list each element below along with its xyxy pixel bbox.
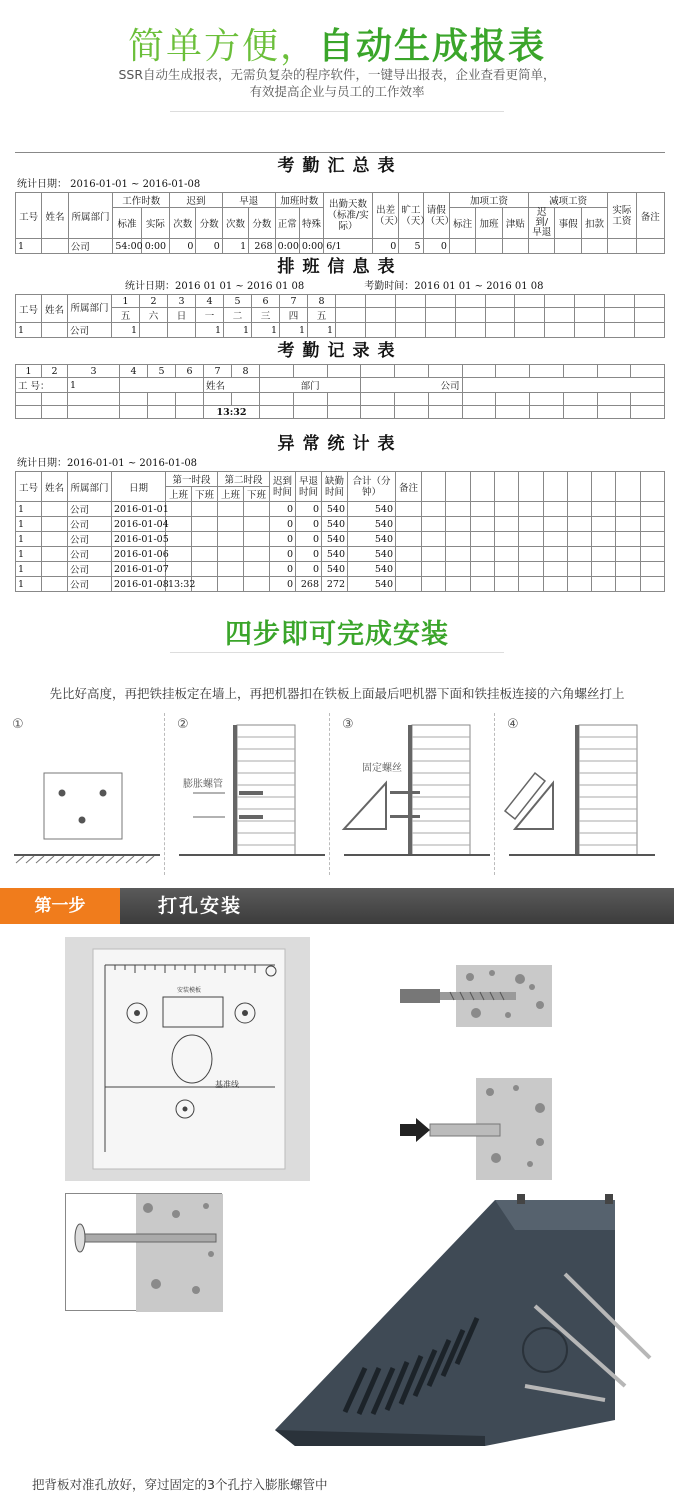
hdr-ot-wage: 加项工资: [449, 193, 528, 208]
panel-number: ①: [12, 717, 24, 732]
hdr-fine: 扣款: [581, 208, 607, 239]
step-tag: 第一步: [0, 888, 120, 924]
hdr-business: 出差（天）: [372, 193, 398, 239]
hero-desc-line2: 有效提高企业与员工的工作效率: [249, 84, 425, 99]
hero-desc-line1: SSR自动生成报表，无需负复杂的程序软件，一键导出报表，企业查看更简单，: [118, 67, 556, 82]
step1-caption: 把背板对准孔放好，穿过固定的3个孔拧入膨胀螺管中: [32, 1477, 328, 1492]
hdr-ot-pay: 加班: [476, 208, 502, 239]
hdr-name: 姓名: [42, 193, 68, 239]
hdr-special: 特殊: [299, 208, 323, 239]
panel-number: ③: [342, 717, 354, 732]
exception-rows: [16, 502, 665, 592]
table-row: 1 公司 2016-01-05 0 0 540 540: [16, 532, 665, 547]
hdr-late-early: 迟到/早退: [529, 208, 555, 239]
record-title: 考勤记录表: [277, 341, 403, 361]
summary-table: [15, 192, 665, 254]
hdr-early-minutes: 分数: [249, 208, 275, 239]
table-row: 1 公司 2016-01-01 0 0 540 540: [16, 502, 665, 517]
record-table: 1 2 3 4 5 6 7 8 工 号： 1 姓名 部门 公司 13:32: [15, 364, 665, 419]
screw-photo: [65, 1193, 222, 1311]
schedule-table: 工号 姓名 所属部门 1 2 3 4 5 6 7 8 五 六 日 一 二 三 四 五 1 公司 1 1 1 1 1 1: [15, 294, 665, 338]
hdr-deduct: 减项工资: [529, 193, 608, 208]
hdr-attend-days: 出勤天数（标准/实际）: [324, 193, 373, 239]
schedule-date-range: 统计日期：2016 01 01 ~ 2016 01 08: [125, 281, 305, 292]
hero-title-light: 简单方便，: [127, 26, 318, 67]
bracket-photo: [255, 1190, 675, 1470]
attendance-report-sheet: [15, 152, 665, 592]
hdr-work-hours: 工作时数: [113, 193, 170, 208]
exception-table: 工号 姓名 所属部门 日期 第一时段 第二时段 迟到时间 早退时间 缺勤时间 合计（分钟） 备注 上班 下班 上班 下班 1 公司 2016-01-01 0 0 540 540 1 公司 2016-01-04 0 0 540 540 1 公司 2016-01-05 0 0 540 540 1 公司 2016-01-06 0 0 540 540 1 公司 2016-01-07 0 0 540 540 1 公司 2016-01-08 13:32 0 268 272 540: [15, 471, 665, 592]
hdr-actual: 实际: [141, 208, 169, 239]
hdr-ot-std: 标注: [449, 208, 475, 239]
panel-number: ④: [507, 717, 519, 732]
hdr-real-wage: 实际工资: [608, 193, 636, 239]
hdr-allowance: 津贴: [502, 208, 528, 239]
template-paper: [65, 937, 310, 1181]
panel-number: ②: [177, 717, 189, 732]
plate-diagram: [0, 713, 165, 875]
schedule-exam-time: 考勤时间：2016 01 01 ~ 2016 01 08: [364, 281, 544, 292]
hdr-late: 迟到: [170, 193, 223, 208]
table-row: 1 公司 1 1 1 1 1 1: [16, 323, 665, 338]
sch-hdr-id: 工号: [16, 295, 42, 323]
divider: [170, 111, 504, 112]
summary-date-range: 统计日期： 2016-01-01 ~ 2016-01-08: [17, 179, 201, 190]
install-panel-4: [495, 713, 660, 875]
hero-description: [0, 66, 674, 100]
hdr-id: 工号: [16, 193, 42, 239]
hdr-personal: 事假: [555, 208, 581, 239]
hdr-std: 标准: [113, 208, 141, 239]
hdr-normal: 正常: [275, 208, 299, 239]
hdr-late-minutes: 分数: [196, 208, 222, 239]
table-row: 1 公司 54:00 0:00 0 0 1 268 0:00 0:00 6/1 0 5 0: [16, 239, 665, 254]
schedule-title: 排班信息表: [277, 257, 403, 277]
drill-diagram: [400, 965, 552, 1027]
panel-label: 固定螺丝: [362, 763, 402, 774]
hdr-early: 早退: [222, 193, 275, 208]
install-panel-1: [0, 713, 165, 875]
sch-hdr-dept: 所属部门: [68, 295, 112, 323]
panel-label: 膨胀螺管: [183, 779, 223, 790]
anchor-photo: [400, 1078, 552, 1180]
schedule-meta: [15, 280, 665, 294]
step-name: 打孔安装: [158, 895, 243, 917]
install-panel-2: [165, 713, 330, 875]
hdr-late-times: 次数: [170, 208, 196, 239]
exception-title: 异常统计表: [277, 434, 403, 454]
screw-diagram: [66, 1194, 223, 1312]
record-id-value: 1: [68, 378, 120, 393]
step-bar: [0, 888, 674, 924]
table-row: 1 公司 2016-01-04 0 0 540 540: [16, 517, 665, 532]
record-id-label: 工 号：: [16, 378, 68, 393]
wall-anchor-diagram: [165, 713, 330, 875]
record-name-label: 姓名: [204, 378, 260, 393]
install-title: 四步即可完成安装: [225, 619, 449, 650]
record-time: 13:32: [204, 406, 260, 419]
template-photo: [65, 937, 310, 1181]
template-title: 安装模板: [177, 987, 202, 994]
hdr-overtime: 加班时数: [275, 193, 324, 208]
record-company-label: 公司: [361, 378, 462, 393]
table-row: 1 公司 2016-01-06 0 0 540 540: [16, 547, 665, 562]
hdr-remark: 备注: [636, 193, 664, 239]
summary-title: 考勤汇总表: [15, 152, 665, 178]
hdr-leave: 请假（天）: [423, 193, 449, 239]
anchor-diagram: [400, 1078, 552, 1180]
bracket-mount-diagram: [330, 713, 495, 875]
hdr-early-times: 次数: [222, 208, 248, 239]
install-description: 先比好高度，再把铁挂板定在墙上，再把机器扣在铁板上面最后吧机器下面和铁挂板连接的六角螺丝打上: [49, 686, 625, 701]
machine-hang-diagram: [495, 713, 660, 875]
table-row: 1 公司 2016-01-08 13:32 0 268 272 540: [16, 577, 665, 592]
exception-date-range: 统计日期：2016-01-01 ~ 2016-01-08: [17, 458, 198, 469]
sch-hdr-name: 姓名: [42, 295, 68, 323]
wall-bracket: [255, 1190, 675, 1470]
table-row: 1 公司 2016-01-07 0 0 540 540: [16, 562, 665, 577]
hdr-absent: 旷工（天）: [399, 193, 423, 239]
template-baseline: 基准线: [215, 1080, 239, 1089]
install-panel-3: [330, 713, 495, 875]
hdr-dept: 所属部门: [68, 193, 113, 239]
divider: [170, 652, 504, 653]
drill-photo: [400, 965, 552, 1027]
record-dept-label: 部门: [260, 378, 361, 393]
hero-title-strong: 自动生成报表: [318, 26, 547, 67]
hero-title: [0, 18, 674, 69]
